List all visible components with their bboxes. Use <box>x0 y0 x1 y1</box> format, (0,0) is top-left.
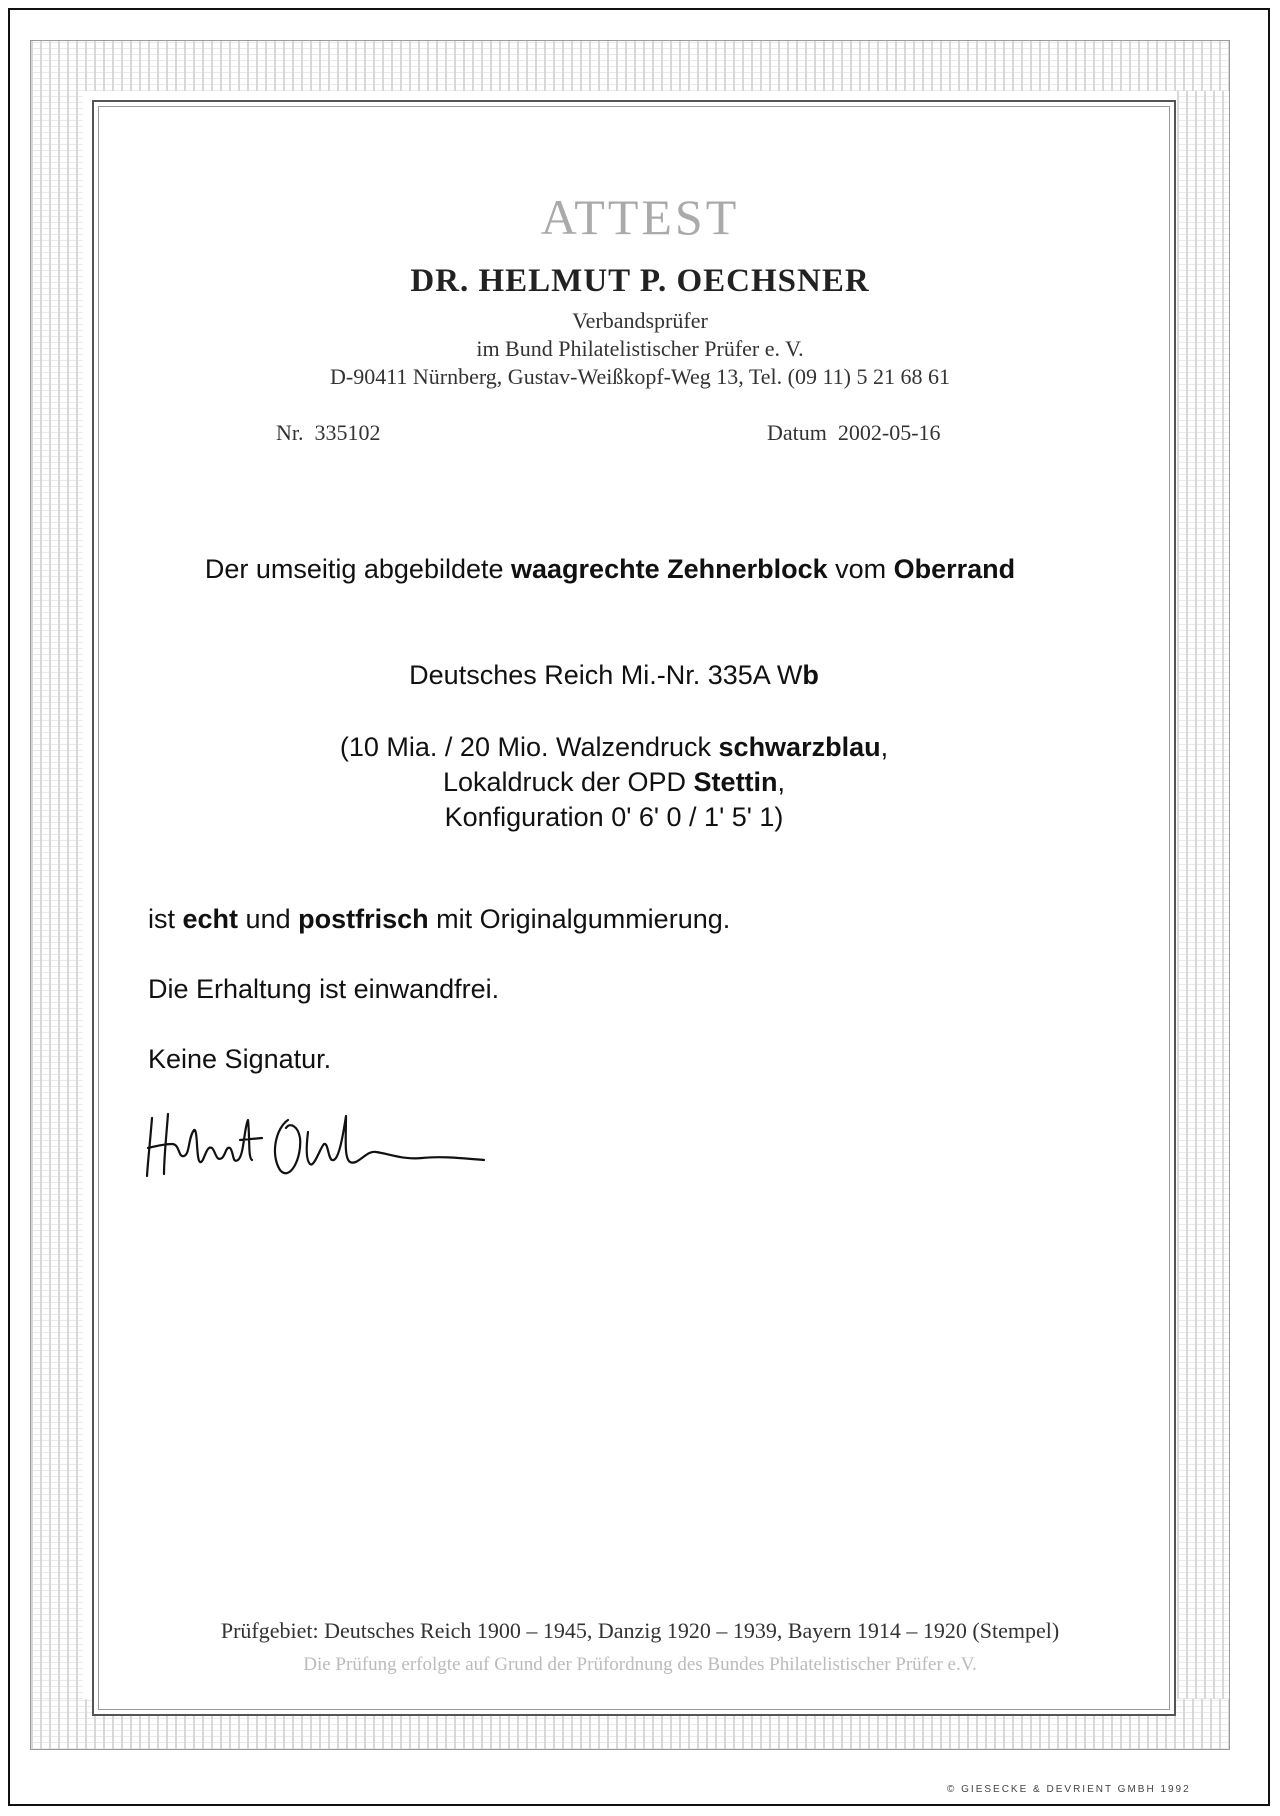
document-title: ATTEST <box>540 189 740 245</box>
text-bold: echt <box>182 904 239 934</box>
examiner-role: Verbandsprüfer <box>572 308 708 333</box>
description-line-2 <box>0 765 1228 800</box>
examiner-association: im Bund Philatelistischer Prüfer e. V. <box>476 336 804 361</box>
text-run: , <box>880 732 889 762</box>
text-run: mit Originalgummierung. <box>428 904 731 934</box>
examination-scope: Prüfgebiet: Deutsches Reich 1900 – 1945, Danzig 1920 – 1939, Bayern 1914 – 1920 (Stempel) <box>220 1618 1060 1643</box>
text-bold: Stettin <box>693 767 778 797</box>
handwritten-signature <box>140 1098 490 1188</box>
text-run: und <box>238 904 299 934</box>
regulation-note: Die Prüfung erfolgte auf Grund der Prüfordnung des Bundes Philatelistischer Prüfer e.V. <box>303 1654 977 1675</box>
guilloche-band-top <box>31 41 1229 91</box>
condition-statement: Die Erhaltung ist einwandfrei. <box>148 974 500 1004</box>
printer-imprint: © GIESECKE & DEVRIENT GMBH 1992 <box>947 1784 1191 1795</box>
text-run: ist <box>148 904 183 934</box>
nr-value: 335102 <box>314 420 381 445</box>
text-run: Deutsches Reich Mi.-Nr. 335A W <box>409 660 803 690</box>
catalog-number <box>0 660 1228 691</box>
text-bold: waagrechte Zehnerblock <box>511 554 828 584</box>
certificate-date <box>767 420 941 446</box>
text-run: Lokaldruck der OPD <box>442 767 694 797</box>
text-run: , <box>777 767 786 797</box>
nr-label: Nr. <box>276 420 304 445</box>
description-line-3: Konfiguration 0' 6' 0 / 1' 5' 1) <box>444 802 784 832</box>
text-bold: b <box>802 660 819 690</box>
statement-item <box>0 554 1220 585</box>
certificate-number <box>276 420 381 446</box>
authenticity-statement <box>148 904 730 935</box>
text-run: (10 Mia. / 20 Mio. Walzendruck <box>339 732 719 762</box>
text-run: vom <box>827 554 894 584</box>
datum-value: 2002-05-16 <box>837 420 941 445</box>
text-bold: postfrisch <box>298 904 429 934</box>
description-line-1 <box>0 730 1228 765</box>
datum-label: Datum <box>767 420 827 445</box>
stamp-description <box>0 730 1228 835</box>
text-bold: schwarzblau <box>718 732 881 762</box>
signature-statement: Keine Signatur. <box>148 1044 332 1074</box>
text-run: Der umseitig abgebildete <box>204 554 512 584</box>
examiner-address: D-90411 Nürnberg, Gustav-Weißkopf-Weg 13, Tel. (09 11) 5 21 68 61 <box>330 364 950 389</box>
examiner-name: DR. HELMUT P. OECHSNER <box>410 263 870 299</box>
text-bold: Oberrand <box>893 554 1016 584</box>
